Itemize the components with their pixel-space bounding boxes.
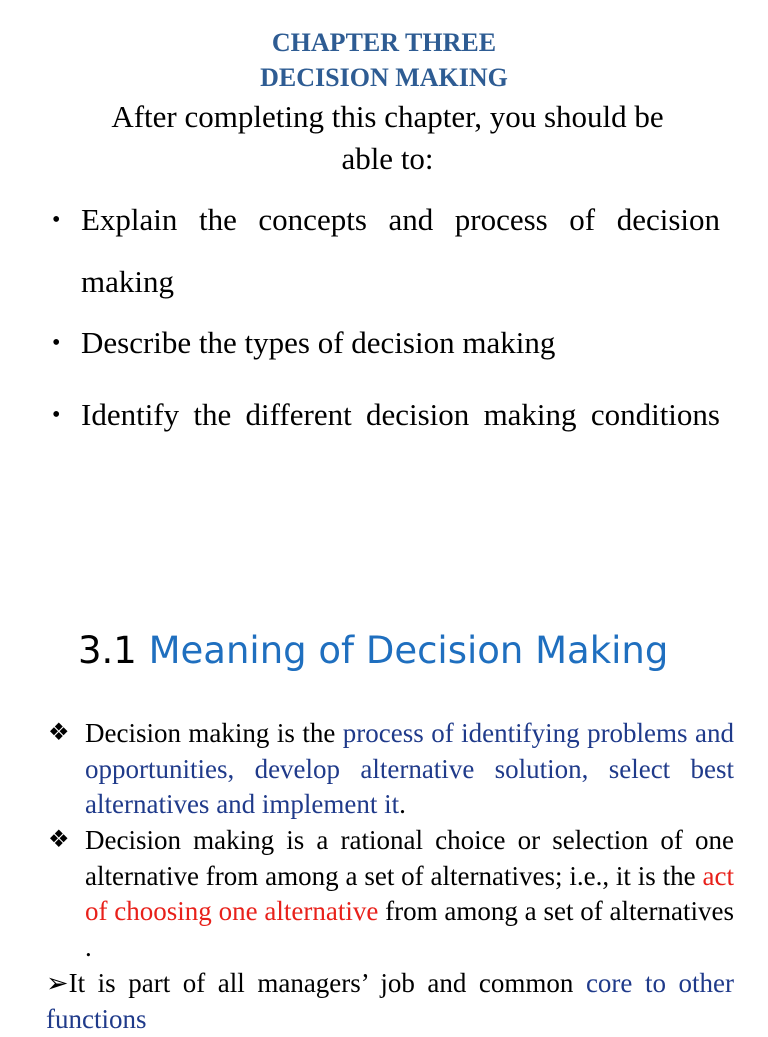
objective-item — [52, 189, 720, 313]
chapter-title: DECISION MAKING — [260, 63, 508, 92]
paragraph-plain-start: Decision making is a rational choice or selection of one alternative from among a set of alternatives; i.e., it is the — [85, 825, 734, 891]
paragraph-text — [85, 716, 734, 823]
diamond-bullet-icon: ❖ — [48, 827, 70, 853]
objective-text: Explain the concepts and process of decision making — [81, 202, 720, 299]
paragraph-1 — [48, 716, 734, 823]
objective-item — [52, 384, 720, 446]
paragraph-2 — [48, 823, 734, 965]
intro-line-2: able to: — [341, 141, 434, 176]
section-title: Meaning of Decision Making — [148, 629, 669, 672]
paragraph-plain-end: . — [399, 789, 406, 819]
paragraph-3 — [46, 966, 734, 1037]
objective-text: Identify the different decision making conditions — [81, 397, 720, 432]
bullet-icon: • — [52, 207, 61, 233]
objective-text: Describe the types of decision making — [81, 325, 556, 360]
definition-highlight: act of choosing one alternative — [85, 860, 734, 926]
paragraph-plain-end: from among a set of alternatives . — [85, 896, 734, 962]
intro-line-1: After completing this chapter, you should be — [111, 99, 664, 134]
intro-text — [60, 96, 715, 180]
arrow-bullet-icon: ➢ — [46, 968, 69, 998]
chapter-number: CHAPTER THREE — [271, 28, 497, 57]
section-number: 3.1 — [78, 629, 137, 672]
definition-highlight: process of identifying problems and opportunities, develop alternative solution, select best alternatives and implement it — [85, 718, 734, 819]
paragraph-plain-start: Decision making is the — [85, 718, 343, 748]
paragraph-plain-start: It is part of all managers’ job and common — [68, 968, 586, 998]
bullet-icon: • — [52, 330, 61, 356]
section-heading — [78, 626, 758, 676]
definition-highlight: core to other functions — [46, 968, 734, 1034]
paragraph-text — [85, 823, 734, 965]
objective-item — [52, 312, 720, 374]
bullet-icon: • — [52, 402, 61, 428]
diamond-bullet-icon: ❖ — [48, 720, 70, 746]
